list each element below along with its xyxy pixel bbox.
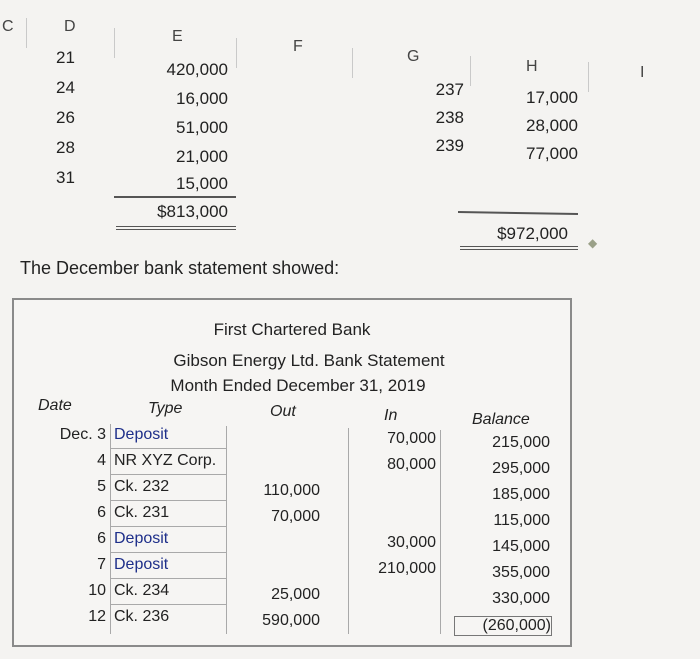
row-balance[interactable]: 185,000 <box>492 486 550 503</box>
row-date[interactable]: 12 <box>88 608 106 625</box>
grid-horizontal <box>110 526 226 527</box>
column-header-f[interactable]: F <box>293 38 303 55</box>
header-out: Out <box>270 403 296 420</box>
cell-d-5[interactable]: 31 <box>56 168 75 187</box>
grid-horizontal <box>110 578 226 579</box>
header-in: In <box>384 407 398 424</box>
grid-horizontal <box>110 448 226 449</box>
row-in[interactable]: 30,000 <box>387 534 436 551</box>
row-date[interactable]: 7 <box>97 556 106 573</box>
column-separator[interactable] <box>352 48 353 78</box>
column-separator[interactable] <box>236 38 237 68</box>
grid-horizontal <box>110 500 226 501</box>
column-separator[interactable] <box>114 28 115 58</box>
cell-g-1[interactable]: 237 <box>435 80 464 99</box>
row-date[interactable]: 6 <box>97 530 106 547</box>
row-type[interactable]: Deposit <box>114 426 169 443</box>
column-header-d[interactable]: D <box>64 18 76 35</box>
row-balance[interactable]: 215,000 <box>492 434 550 451</box>
cell-g-2[interactable]: 238 <box>435 108 464 127</box>
header-date: Date <box>38 397 72 414</box>
header-type: Type <box>148 400 183 417</box>
grid-horizontal <box>110 474 226 475</box>
row-balance[interactable]: 355,000 <box>492 564 550 581</box>
column-separator[interactable] <box>26 18 27 48</box>
statement-period: Month Ended December 31, 2019 <box>170 376 426 395</box>
subtotal-rule <box>114 196 236 198</box>
row-in[interactable]: 70,000 <box>387 430 436 447</box>
row-balance[interactable]: 295,000 <box>492 460 550 477</box>
row-type[interactable]: Deposit <box>114 530 169 547</box>
cell-h-3[interactable]: 77,000 <box>526 144 578 163</box>
row-out[interactable]: 70,000 <box>271 508 320 525</box>
row-balance[interactable]: (260,000) <box>454 616 552 636</box>
row-in[interactable]: 210,000 <box>378 560 436 577</box>
cell-g-3[interactable]: 239 <box>435 136 464 155</box>
row-type[interactable]: NR XYZ Corp. <box>114 452 217 469</box>
checkmark-icon: ◆ <box>588 236 598 250</box>
row-type[interactable]: Ck. 234 <box>114 582 170 599</box>
row-date[interactable]: 5 <box>97 478 106 495</box>
total-double-rule <box>460 249 578 250</box>
row-type[interactable]: Ck. 236 <box>114 608 170 625</box>
row-in[interactable]: 80,000 <box>387 456 436 473</box>
row-date[interactable]: Dec. 3 <box>59 426 106 443</box>
cell-h-total[interactable]: $972,000 <box>497 224 568 243</box>
statement-company-title: Gibson Energy Ltd. Bank Statement <box>173 351 445 370</box>
grid-horizontal <box>110 552 226 553</box>
row-date[interactable]: 10 <box>88 582 106 599</box>
cell-e-1[interactable]: 420,000 <box>166 60 228 79</box>
bank-statement-table <box>12 298 572 647</box>
row-type[interactable]: Deposit <box>114 556 169 573</box>
subtotal-rule <box>458 211 578 215</box>
column-separator[interactable] <box>470 56 471 86</box>
grid-vertical <box>348 428 349 634</box>
column-header-h[interactable]: H <box>526 58 538 75</box>
cell-e-total[interactable]: $813,000 <box>157 202 228 221</box>
column-header-c[interactable]: C <box>2 18 14 35</box>
statement-bank-name: First Chartered Bank <box>213 320 371 339</box>
row-out[interactable]: 590,000 <box>262 612 320 629</box>
cell-d-2[interactable]: 24 <box>56 78 75 97</box>
row-type[interactable]: Ck. 232 <box>114 478 170 495</box>
total-double-rule <box>116 229 236 230</box>
row-balance[interactable]: 145,000 <box>492 538 550 555</box>
cell-d-3[interactable]: 26 <box>56 108 75 127</box>
header-balance: Balance <box>472 411 530 428</box>
grid-horizontal <box>110 604 226 605</box>
cell-d-1[interactable]: 21 <box>56 48 75 67</box>
cell-d-4[interactable]: 28 <box>56 138 75 157</box>
grid-vertical <box>110 424 111 634</box>
cell-h-1[interactable]: 17,000 <box>526 88 578 107</box>
row-type[interactable]: Ck. 231 <box>114 504 170 521</box>
cell-e-5[interactable]: 15,000 <box>176 174 228 193</box>
row-out[interactable]: 25,000 <box>271 586 320 603</box>
column-separator[interactable] <box>588 62 589 92</box>
total-double-rule <box>116 226 236 227</box>
row-date[interactable]: 4 <box>97 452 106 469</box>
row-out[interactable]: 110,000 <box>263 482 320 499</box>
row-balance[interactable]: 330,000 <box>492 590 550 607</box>
statement-caption: The December bank statement showed: <box>20 258 340 278</box>
column-header-e[interactable]: E <box>172 28 183 45</box>
cell-e-2[interactable]: 16,000 <box>176 89 228 108</box>
row-balance[interactable]: 115,000 <box>493 512 550 529</box>
cell-e-3[interactable]: 51,000 <box>176 118 228 137</box>
total-double-rule <box>460 246 578 247</box>
grid-vertical <box>226 426 227 634</box>
column-header-i[interactable]: I <box>640 64 645 81</box>
cell-e-4[interactable]: 21,000 <box>176 147 228 166</box>
cell-h-2[interactable]: 28,000 <box>526 116 578 135</box>
row-date[interactable]: 6 <box>97 504 106 521</box>
column-header-g[interactable]: G <box>407 48 420 65</box>
grid-vertical <box>440 430 441 634</box>
